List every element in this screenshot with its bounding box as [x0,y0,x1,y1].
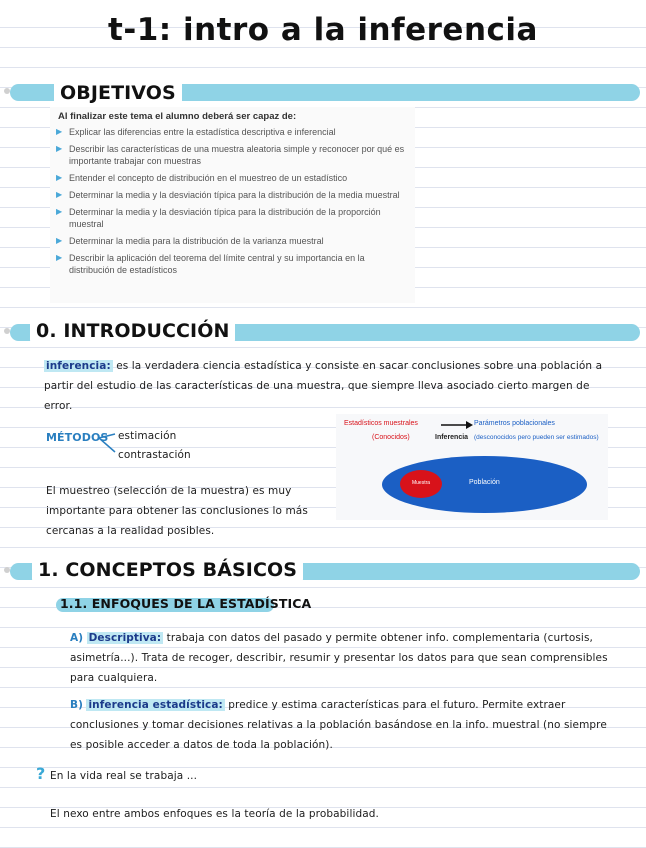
objectives-intro: Al finalizar este tema el alumno deberá ser capaz de: [58,111,297,122]
poblacion-label: Población [469,479,500,486]
metodos-branch-icon [98,432,118,458]
triangle-bullet-icon: ▶ [56,144,63,153]
muestreo-paragraph: El muestreo (selección de la muestra) es muy importante para obtener las conclusiones lo más cercanas a la realidad posibles. [46,485,308,537]
triangle-bullet-icon: ▶ [56,190,63,199]
diagram-middle-label: Inferencia [435,434,469,441]
metodo-contrastacion: contrastación [118,449,191,461]
nexo-text: El nexo entre ambos enfoques es la teoría de la probabilidad. [50,808,379,820]
diagram-left-title: Estadísticos muestrales [344,420,418,427]
list-item: ▶ Explicar las diferencias entre la estadística descriptiva e inferencial [56,127,336,137]
triangle-bullet-icon: ▶ [56,236,63,245]
inferencia-estadistica-text: predice y estima características para el futuro. Permite extraer conclusiones y tomar decisiones relativas a la población basándose en la info. muestral (no siempre es posible acceder a datos de toda la población). [70,699,607,751]
muestra-label: Muestra [411,480,431,486]
page-title: t-1: intro a la inferencia [108,12,538,48]
inferencia-estadistica-marker: B) [70,699,84,711]
section-title-objetivos: OBJETIVOS [54,80,182,106]
list-item: ▶ Describir la aplicación del teorema del límite central y su importancia en la distribución de estadísticos [56,253,365,275]
triangle-bullet-icon: ▶ [56,173,63,182]
descriptiva-term: Descriptiva: [88,632,162,644]
triangle-bullet-icon: ▶ [56,207,63,216]
inferencia-estadistica-term: inferencia estadística: [88,699,223,711]
list-item: ▶ Determinar la media para la distribución de la varianza muestral [56,236,324,246]
subsection-title-enfoques: 1.1. ENFOQUES DE LA ESTADÍSTICA [60,596,312,611]
section-title-conceptos: 1. CONCEPTOS BÁSICOS [32,557,303,583]
list-item: ▶ Determinar la media y la desviación típica para la distribución de la media muestral [56,190,400,200]
inferencia-estadistica-paragraph [70,695,620,755]
descriptiva-paragraph [70,628,610,688]
list-item: ▶ Determinar la media y la desviación típica para la distribución de la proporción muestral [56,207,381,229]
list-item: ▶ Entender el concepto de distribución en el muestreo de un estadístico [56,173,348,183]
triangle-bullet-icon: ▶ [56,127,63,136]
list-item: ▶ Describir las características de una muestra aleatoria simple y reconocer por qué es importante trabajar con muestras [56,144,405,166]
diagram-right-sub: (desconocidos pero pueden ser estimados) [474,434,599,441]
objectives-list [56,126,406,281]
arrow-right-icon [440,420,474,430]
inferencia-paragraph [44,356,604,416]
vida-real-text: En la vida real se trabaja ... [50,770,198,782]
triangle-bullet-icon: ▶ [56,253,63,262]
section-title-introduccion: 0. INTRODUCCIÓN [30,318,235,344]
question-mark-icon: ? [36,764,46,783]
diagram-right-title: Parámetros poblacionales [474,420,555,427]
inferencia-term: inferencia: [46,360,111,372]
metodos-label: MÉTODOS [46,431,109,444]
inferencia-text: es la verdadera ciencia estadística y consiste en sacar conclusiones sobre una población a partir del estudio de las características de una muestra, que siempre lleva asociado cierto margen de error. [44,360,603,412]
metodo-estimacion: estimación [118,430,177,442]
descriptiva-text: trabaja con datos del pasado y permite obtener info. complementaria (curtosis, asimetría...). Trata de recoger, describir, resumir y presentar los datos para que sean comprensibles para cualquiera. [70,632,608,684]
diagram-left-sub: (Conocidos) [372,434,410,441]
descriptiva-marker: A) [70,632,84,644]
